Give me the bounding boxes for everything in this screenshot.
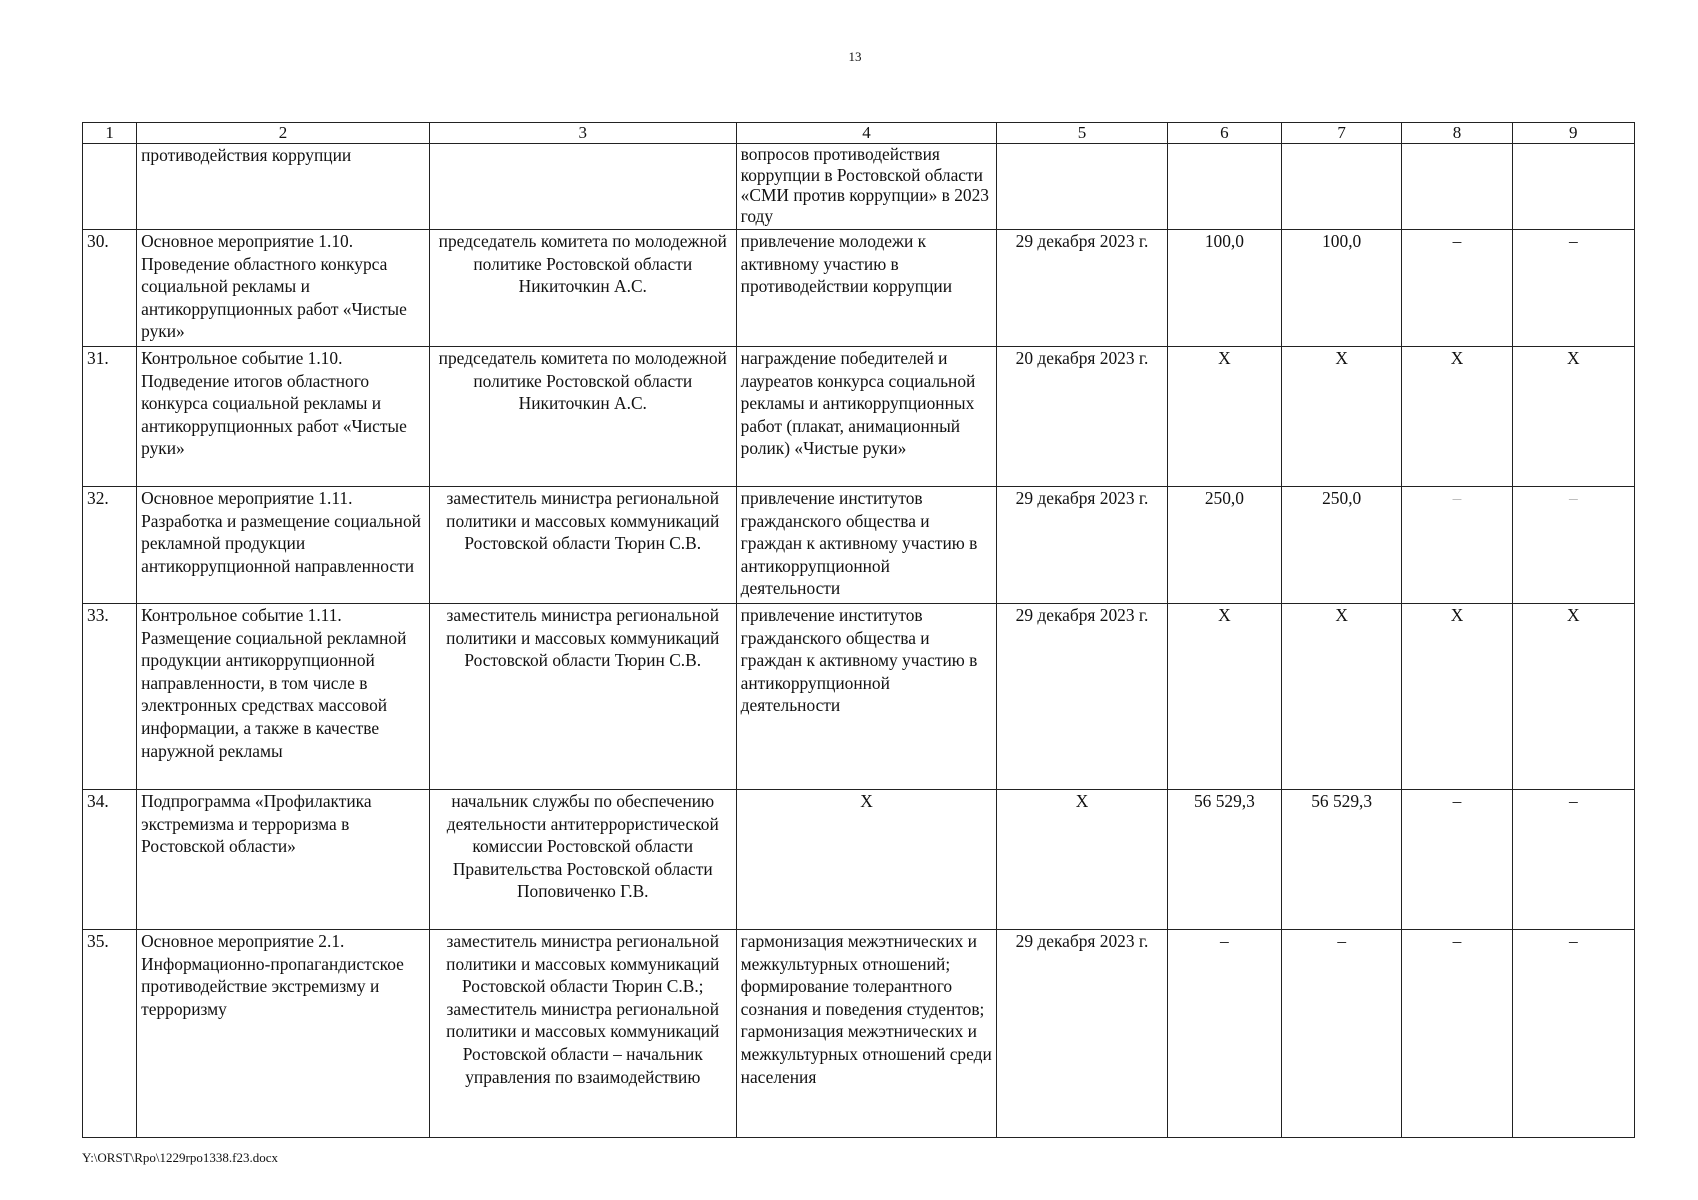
deadline-date: 29 декабря 2023 г.	[997, 604, 1167, 790]
responsible-person: председатель комитета по молодежной политике Ростовской области Никиточкин А.С.	[429, 230, 736, 347]
column-7-value: –	[1282, 930, 1402, 1138]
row-number: 34.	[83, 790, 137, 930]
responsible-person: заместитель министра региональной политики и массовых коммуникаций Ростовской области Тюрин С.В.	[429, 487, 736, 604]
row-number: 31.	[83, 347, 137, 487]
expected-result: гармонизация межэтнических и межкультурных отношений; формирование толерантного сознания и поведения студентов; гармонизация межэтнических и межкультурных отношений среди населения	[736, 930, 997, 1138]
deadline-date: 29 декабря 2023 г.	[997, 487, 1167, 604]
column-header-8: 8	[1402, 123, 1512, 144]
column-8-value: Х	[1402, 604, 1512, 790]
expected-result: награждение победителей и лауреатов конкурса социальной рекламы и антикоррупционных работ (плакат, анимационный ролик) «Чистые руки»	[736, 347, 997, 487]
measure-name: Контрольное событие 1.11. Размещение социальной рекламной продукции антикоррупционной направленности, в том числе в электронных средствах массовой информации, а также в качестве наружной рекламы	[137, 604, 430, 790]
column-7-value	[1282, 144, 1402, 230]
expected-result: Х	[736, 790, 997, 930]
page-number: 13	[848, 49, 862, 64]
table-row	[83, 487, 1635, 604]
column-6-value	[1167, 144, 1281, 230]
expected-result: вопросов противодействия коррупции в Ростовской области «СМИ против коррупции» в 2023 году	[736, 144, 997, 230]
column-7-value: Х	[1282, 347, 1402, 487]
column-header-2: 2	[137, 123, 430, 144]
column-8-value: Х	[1402, 347, 1512, 487]
table-row	[83, 230, 1635, 347]
row-number: 30.	[83, 230, 137, 347]
row-number: 32.	[83, 487, 137, 604]
column-header-6: 6	[1167, 123, 1281, 144]
measure-name: Подпрограмма «Профилактика экстремизма и терроризма в Ростовской области»	[137, 790, 430, 930]
column-9-value: –	[1512, 230, 1634, 347]
column-9-value	[1512, 144, 1634, 230]
column-8-value	[1402, 144, 1512, 230]
column-7-value: 100,0	[1282, 230, 1402, 347]
row-number	[83, 144, 137, 230]
measures-table	[82, 122, 1635, 1138]
column-header-4: 4	[736, 123, 997, 144]
column-8-value: –	[1402, 930, 1512, 1138]
responsible-person: председатель комитета по молодежной политике Ростовской области Никиточкин А.С.	[429, 347, 736, 487]
deadline-date: Х	[997, 790, 1167, 930]
measure-name: Контрольное событие 1.10. Подведение итогов областного конкурса социальной рекламы и антикоррупционных работ «Чистые руки»	[137, 347, 430, 487]
responsible-person: заместитель министра региональной политики и массовых коммуникаций Ростовской области Тюрин С.В.	[429, 604, 736, 790]
column-6-value: Х	[1167, 604, 1281, 790]
deadline-date: 29 декабря 2023 г.	[997, 230, 1167, 347]
measure-name: Основное мероприятие 2.1. Информационно-пропагандистское противодействие экстремизму и терроризму	[137, 930, 430, 1138]
column-header-5: 5	[997, 123, 1167, 144]
column-7-value: Х	[1282, 604, 1402, 790]
column-6-value: 56 529,3	[1167, 790, 1281, 930]
measure-name: Основное мероприятие 1.11. Разработка и размещение социальной рекламной продукции антикоррупционной направленности	[137, 487, 430, 604]
column-9-value: Х	[1512, 347, 1634, 487]
column-number-header-row	[83, 123, 1635, 144]
measure-name: противодействия коррупции	[137, 144, 430, 230]
responsible-person: начальник службы по обеспечению деятельности антитеррористической комиссии Ростовской области Правительства Ростовской области Поповиченко Г.В.	[429, 790, 736, 930]
measure-name: Основное мероприятие 1.10. Проведение областного конкурса социальной рекламы и антикоррупционных работ «Чистые руки»	[137, 230, 430, 347]
deadline-date: 29 декабря 2023 г.	[997, 930, 1167, 1138]
table-row-continuation	[83, 144, 1635, 230]
expected-result: привлечение институтов гражданского общества и граждан к активному участию в антикоррупционной деятельности	[736, 487, 997, 604]
column-9-value: –	[1512, 790, 1634, 930]
column-8-value: –	[1402, 230, 1512, 347]
column-header-3: 3	[429, 123, 736, 144]
column-8-value: –	[1402, 487, 1512, 604]
column-6-value: 100,0	[1167, 230, 1281, 347]
row-number: 33.	[83, 604, 137, 790]
deadline-date	[997, 144, 1167, 230]
deadline-date: 20 декабря 2023 г.	[997, 347, 1167, 487]
table-row	[83, 604, 1635, 790]
table-row	[83, 347, 1635, 487]
expected-result: привлечение институтов гражданского общества и граждан к активному участию в антикоррупционной деятельности	[736, 604, 997, 790]
column-9-value: Х	[1512, 604, 1634, 790]
column-6-value: Х	[1167, 347, 1281, 487]
row-number: 35.	[83, 930, 137, 1138]
table-row	[83, 930, 1635, 1138]
column-9-value: –	[1512, 930, 1634, 1138]
column-8-value: –	[1402, 790, 1512, 930]
column-header-1: 1	[83, 123, 137, 144]
column-7-value: 56 529,3	[1282, 790, 1402, 930]
expected-result: привлечение молодежи к активному участию в противодействии коррупции	[736, 230, 997, 347]
responsible-person	[429, 144, 736, 230]
responsible-person: заместитель министра региональной политики и массовых коммуникаций Ростовской области Тюрин С.В.; заместитель министра региональной политики и массовых коммуникаций Ростовской области – начальник управления по взаимодействию	[429, 930, 736, 1138]
column-9-value: –	[1512, 487, 1634, 604]
table-row	[83, 790, 1635, 930]
document-file-path: Y:\ORST\Rpo\1229rpo1338.f23.docx	[82, 1150, 278, 1165]
column-7-value: 250,0	[1282, 487, 1402, 604]
column-6-value: 250,0	[1167, 487, 1281, 604]
column-header-7: 7	[1282, 123, 1402, 144]
column-header-9: 9	[1512, 123, 1634, 144]
column-6-value: –	[1167, 930, 1281, 1138]
